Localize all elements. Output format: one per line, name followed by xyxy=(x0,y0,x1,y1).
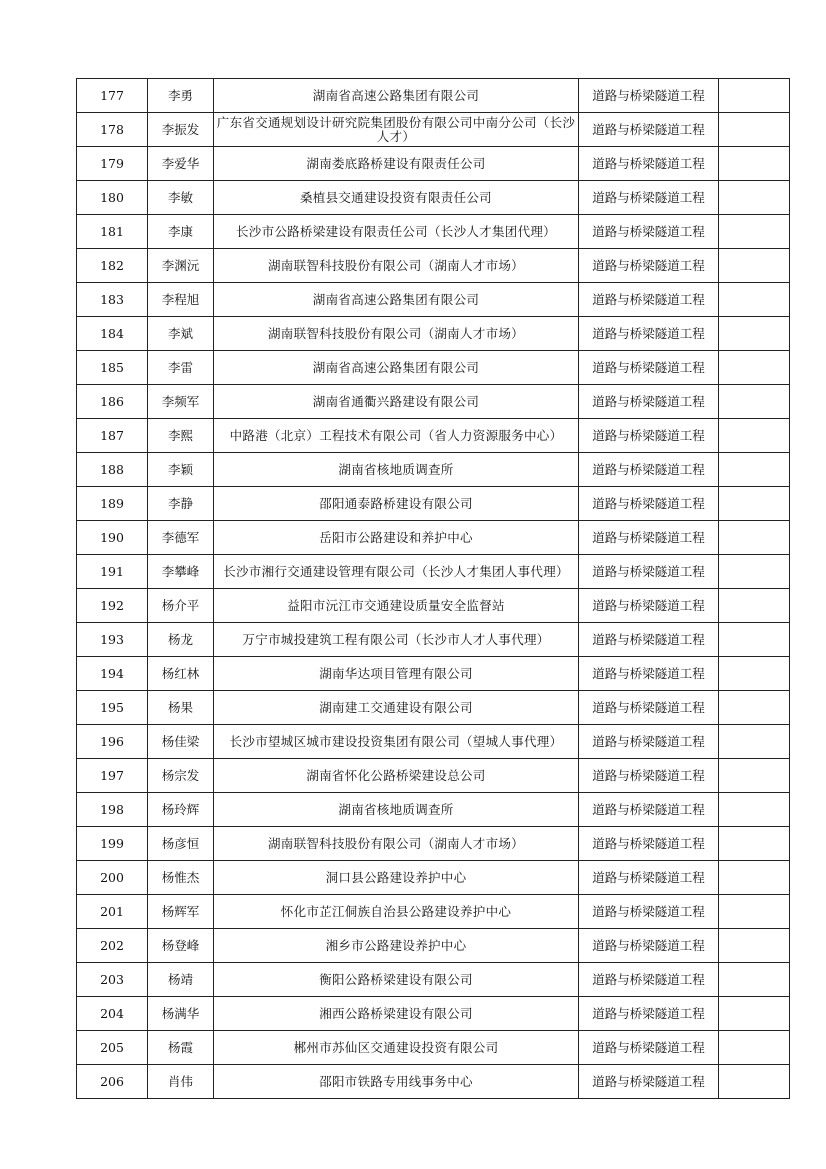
specialty-cell: 道路与桥梁隧道工程 xyxy=(579,419,719,453)
work-unit-cell: 万宁市城投建筑工程有限公司（长沙市人才人事代理） xyxy=(214,623,579,657)
person-name-cell: 李攀峰 xyxy=(148,555,214,589)
person-name-cell: 杨玲辉 xyxy=(148,793,214,827)
work-unit-cell: 邵阳市铁路专用线事务中心 xyxy=(214,1065,579,1099)
person-name-cell: 杨龙 xyxy=(148,623,214,657)
work-unit-cell: 湖南省怀化公路桥梁建设总公司 xyxy=(214,759,579,793)
person-name-cell: 李康 xyxy=(148,215,214,249)
person-name-cell: 李勇 xyxy=(148,79,214,113)
table-row xyxy=(77,113,790,147)
specialty-cell: 道路与桥梁隧道工程 xyxy=(579,1065,719,1099)
table-row xyxy=(77,181,790,215)
person-name-cell: 杨介平 xyxy=(148,589,214,623)
work-unit-cell: 湖南建工交通建设有限公司 xyxy=(214,691,579,725)
work-unit-cell: 湘乡市公路建设养护中心 xyxy=(214,929,579,963)
remark-cell xyxy=(719,521,790,555)
remark-cell xyxy=(719,147,790,181)
remark-cell xyxy=(719,1031,790,1065)
row-number-cell: 204 xyxy=(77,997,148,1031)
row-number-cell: 206 xyxy=(77,1065,148,1099)
row-number-cell: 197 xyxy=(77,759,148,793)
table-row xyxy=(77,1065,790,1099)
table-row xyxy=(77,487,790,521)
row-number-cell: 196 xyxy=(77,725,148,759)
work-unit-cell: 湖南华达项目管理有限公司 xyxy=(214,657,579,691)
person-name-cell: 李频军 xyxy=(148,385,214,419)
table-row xyxy=(77,453,790,487)
remark-cell xyxy=(719,351,790,385)
row-number-cell: 192 xyxy=(77,589,148,623)
row-number-cell: 183 xyxy=(77,283,148,317)
remark-cell xyxy=(719,79,790,113)
row-number-cell: 189 xyxy=(77,487,148,521)
table-row xyxy=(77,691,790,725)
work-unit-cell: 衡阳公路桥梁建设有限公司 xyxy=(214,963,579,997)
person-name-cell: 杨靖 xyxy=(148,963,214,997)
specialty-cell: 道路与桥梁隧道工程 xyxy=(579,759,719,793)
table-row xyxy=(77,623,790,657)
work-unit-cell: 湖南娄底路桥建设有限责任公司 xyxy=(214,147,579,181)
table-row xyxy=(77,861,790,895)
table-row xyxy=(77,521,790,555)
specialty-cell: 道路与桥梁隧道工程 xyxy=(579,963,719,997)
row-number-cell: 177 xyxy=(77,79,148,113)
person-name-cell: 李颖 xyxy=(148,453,214,487)
specialty-cell: 道路与桥梁隧道工程 xyxy=(579,453,719,487)
table-row xyxy=(77,215,790,249)
person-name-cell: 李爱华 xyxy=(148,147,214,181)
person-name-cell: 杨登峰 xyxy=(148,929,214,963)
specialty-cell: 道路与桥梁隧道工程 xyxy=(579,113,719,147)
person-name-cell: 李敏 xyxy=(148,181,214,215)
remark-cell xyxy=(719,555,790,589)
row-number-cell: 178 xyxy=(77,113,148,147)
specialty-cell: 道路与桥梁隧道工程 xyxy=(579,657,719,691)
person-name-cell: 杨彦恒 xyxy=(148,827,214,861)
person-name-cell: 杨红林 xyxy=(148,657,214,691)
table-row xyxy=(77,827,790,861)
specialty-cell: 道路与桥梁隧道工程 xyxy=(579,147,719,181)
table-row xyxy=(77,895,790,929)
table-row xyxy=(77,317,790,351)
table-row xyxy=(77,419,790,453)
row-number-cell: 203 xyxy=(77,963,148,997)
specialty-cell: 道路与桥梁隧道工程 xyxy=(579,351,719,385)
person-name-cell: 李熙 xyxy=(148,419,214,453)
table-row xyxy=(77,79,790,113)
person-name-cell: 肖伟 xyxy=(148,1065,214,1099)
row-number-cell: 198 xyxy=(77,793,148,827)
remark-cell xyxy=(719,283,790,317)
table-row xyxy=(77,351,790,385)
remark-cell xyxy=(719,317,790,351)
remark-cell xyxy=(719,419,790,453)
person-name-cell: 杨满华 xyxy=(148,997,214,1031)
work-unit-cell: 桑植县交通建设投资有限责任公司 xyxy=(214,181,579,215)
work-unit-cell: 湖南省核地质调查所 xyxy=(214,793,579,827)
table-row xyxy=(77,759,790,793)
remark-cell xyxy=(719,249,790,283)
person-name-cell: 杨辉军 xyxy=(148,895,214,929)
specialty-cell: 道路与桥梁隧道工程 xyxy=(579,555,719,589)
specialty-cell: 道路与桥梁隧道工程 xyxy=(579,215,719,249)
person-name-cell: 李德军 xyxy=(148,521,214,555)
remark-cell xyxy=(719,827,790,861)
row-number-cell: 200 xyxy=(77,861,148,895)
work-unit-cell: 长沙市公路桥梁建设有限责任公司（长沙人才集团代理） xyxy=(214,215,579,249)
row-number-cell: 201 xyxy=(77,895,148,929)
remark-cell xyxy=(719,385,790,419)
specialty-cell: 道路与桥梁隧道工程 xyxy=(579,317,719,351)
person-name-cell: 李振发 xyxy=(148,113,214,147)
row-number-cell: 202 xyxy=(77,929,148,963)
work-unit-cell: 益阳市沅江市交通建设质量安全监督站 xyxy=(214,589,579,623)
work-unit-cell: 岳阳市公路建设和养护中心 xyxy=(214,521,579,555)
work-unit-cell: 广东省交通规划设计研究院集团股份有限公司中南分公司（长沙人才） xyxy=(214,113,579,147)
person-name-cell: 李斌 xyxy=(148,317,214,351)
remark-cell xyxy=(719,215,790,249)
row-number-cell: 188 xyxy=(77,453,148,487)
specialty-cell: 道路与桥梁隧道工程 xyxy=(579,725,719,759)
work-unit-cell: 郴州市苏仙区交通建设投资有限公司 xyxy=(214,1031,579,1065)
specialty-cell: 道路与桥梁隧道工程 xyxy=(579,1031,719,1065)
specialty-cell: 道路与桥梁隧道工程 xyxy=(579,929,719,963)
row-number-cell: 193 xyxy=(77,623,148,657)
remark-cell xyxy=(719,725,790,759)
table-row xyxy=(77,555,790,589)
remark-cell xyxy=(719,589,790,623)
person-name-cell: 杨宗发 xyxy=(148,759,214,793)
remark-cell xyxy=(719,1065,790,1099)
row-number-cell: 185 xyxy=(77,351,148,385)
remark-cell xyxy=(719,487,790,521)
specialty-cell: 道路与桥梁隧道工程 xyxy=(579,793,719,827)
row-number-cell: 186 xyxy=(77,385,148,419)
work-unit-cell: 怀化市芷江侗族自治县公路建设养护中心 xyxy=(214,895,579,929)
work-unit-cell: 长沙市望城区城市建设投资集团有限公司（望城人事代理） xyxy=(214,725,579,759)
table-row xyxy=(77,963,790,997)
specialty-cell: 道路与桥梁隧道工程 xyxy=(579,997,719,1031)
specialty-cell: 道路与桥梁隧道工程 xyxy=(579,827,719,861)
table-row xyxy=(77,283,790,317)
specialty-cell: 道路与桥梁隧道工程 xyxy=(579,691,719,725)
table-row xyxy=(77,725,790,759)
table-row xyxy=(77,1031,790,1065)
row-number-cell: 181 xyxy=(77,215,148,249)
remark-cell xyxy=(719,691,790,725)
specialty-cell: 道路与桥梁隧道工程 xyxy=(579,861,719,895)
work-unit-cell: 湖南联智科技股份有限公司（湖南人才市场） xyxy=(214,827,579,861)
work-unit-cell: 邵阳通泰路桥建设有限公司 xyxy=(214,487,579,521)
person-name-cell: 杨惟杰 xyxy=(148,861,214,895)
table-row xyxy=(77,929,790,963)
row-number-cell: 190 xyxy=(77,521,148,555)
remark-cell xyxy=(719,113,790,147)
table-row xyxy=(77,147,790,181)
person-name-cell: 李程旭 xyxy=(148,283,214,317)
work-unit-cell: 中路港（北京）工程技术有限公司（省人力资源服务中心） xyxy=(214,419,579,453)
remark-cell xyxy=(719,997,790,1031)
remark-cell xyxy=(719,453,790,487)
work-unit-cell: 湖南联智科技股份有限公司（湖南人才市场） xyxy=(214,249,579,283)
specialty-cell: 道路与桥梁隧道工程 xyxy=(579,385,719,419)
remark-cell xyxy=(719,623,790,657)
person-name-cell: 李渊沅 xyxy=(148,249,214,283)
work-unit-cell: 湖南省核地质调查所 xyxy=(214,453,579,487)
work-unit-cell: 湖南省高速公路集团有限公司 xyxy=(214,351,579,385)
specialty-cell: 道路与桥梁隧道工程 xyxy=(579,181,719,215)
work-unit-cell: 洞口县公路建设养护中心 xyxy=(214,861,579,895)
work-unit-cell: 湘西公路桥梁建设有限公司 xyxy=(214,997,579,1031)
person-name-cell: 杨果 xyxy=(148,691,214,725)
work-unit-cell: 湖南省高速公路集团有限公司 xyxy=(214,79,579,113)
specialty-cell: 道路与桥梁隧道工程 xyxy=(579,283,719,317)
table-row xyxy=(77,657,790,691)
roster-body xyxy=(77,79,790,1099)
row-number-cell: 187 xyxy=(77,419,148,453)
row-number-cell: 195 xyxy=(77,691,148,725)
remark-cell xyxy=(719,929,790,963)
row-number-cell: 184 xyxy=(77,317,148,351)
table-row xyxy=(77,589,790,623)
row-number-cell: 194 xyxy=(77,657,148,691)
specialty-cell: 道路与桥梁隧道工程 xyxy=(579,589,719,623)
roster-table xyxy=(76,78,790,1099)
row-number-cell: 191 xyxy=(77,555,148,589)
specialty-cell: 道路与桥梁隧道工程 xyxy=(579,249,719,283)
specialty-cell: 道路与桥梁隧道工程 xyxy=(579,79,719,113)
row-number-cell: 182 xyxy=(77,249,148,283)
specialty-cell: 道路与桥梁隧道工程 xyxy=(579,623,719,657)
person-name-cell: 杨佳梁 xyxy=(148,725,214,759)
remark-cell xyxy=(719,963,790,997)
row-number-cell: 180 xyxy=(77,181,148,215)
specialty-cell: 道路与桥梁隧道工程 xyxy=(579,895,719,929)
table-row xyxy=(77,997,790,1031)
remark-cell xyxy=(719,181,790,215)
person-name-cell: 李雷 xyxy=(148,351,214,385)
person-name-cell: 杨霞 xyxy=(148,1031,214,1065)
work-unit-cell: 湖南省高速公路集团有限公司 xyxy=(214,283,579,317)
row-number-cell: 205 xyxy=(77,1031,148,1065)
table-row xyxy=(77,385,790,419)
remark-cell xyxy=(719,657,790,691)
table-row xyxy=(77,249,790,283)
row-number-cell: 179 xyxy=(77,147,148,181)
specialty-cell: 道路与桥梁隧道工程 xyxy=(579,487,719,521)
remark-cell xyxy=(719,861,790,895)
work-unit-cell: 湖南省通衢兴路建设有限公司 xyxy=(214,385,579,419)
row-number-cell: 199 xyxy=(77,827,148,861)
work-unit-cell: 长沙市湘行交通建设管理有限公司（长沙人才集团人事代理） xyxy=(214,555,579,589)
specialty-cell: 道路与桥梁隧道工程 xyxy=(579,521,719,555)
remark-cell xyxy=(719,895,790,929)
person-name-cell: 李静 xyxy=(148,487,214,521)
remark-cell xyxy=(719,759,790,793)
table-row xyxy=(77,793,790,827)
remark-cell xyxy=(719,793,790,827)
work-unit-cell: 湖南联智科技股份有限公司（湖南人才市场） xyxy=(214,317,579,351)
